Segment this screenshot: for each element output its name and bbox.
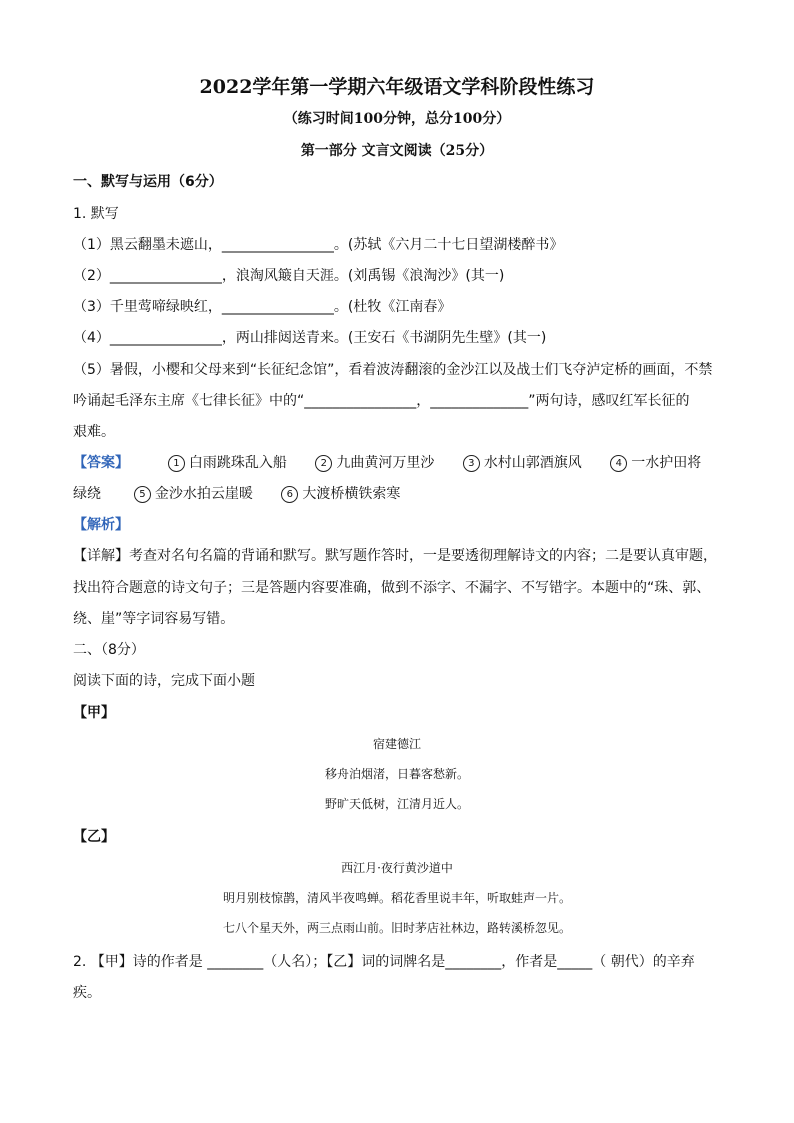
answer-row-2 bbox=[73, 484, 733, 504]
page-title: 2022学年第一学期六年级语文学科阶段性练习 bbox=[199, 76, 595, 98]
page-subtitle: （练习时间100分钟，总分100分） bbox=[283, 111, 511, 127]
poem2-line-1: 明月别枝惊鹊，清风半夜鸣蝉。稻花香里说丰年，听取蛙声一片。 bbox=[222, 891, 571, 905]
poem1-title: 宿建德江 bbox=[372, 737, 421, 751]
answer-number: 4 bbox=[610, 455, 627, 472]
answer-item bbox=[315, 453, 434, 473]
section2-instruction: 阅读下面的诗，完成下面小题 bbox=[73, 673, 255, 689]
question1-line-6: 吟诵起毛泽东主席《七律长征》中的“________________，______________”两句诗，感叹红军长征的 bbox=[73, 393, 690, 409]
detail-line-1: 【详解】考查对名句名篇的背诵和默写。默写题作答时，一是要透彻理解诗文的内容；二是要认真审题， bbox=[73, 548, 717, 564]
question1-line-4: （4）________________，两山排闼送青来。(王安石《书湖阴先生壁》(其一) bbox=[73, 330, 547, 346]
answer-number: 1 bbox=[168, 455, 185, 472]
answer-item bbox=[463, 453, 582, 473]
answer-number: 2 bbox=[315, 455, 332, 472]
answer-number: 5 bbox=[134, 486, 151, 503]
detail-line-2: 找出符合题意的诗文句子；三是答题内容要准确，做到不添字、不漏字、不写错字。本题中的“珠、郭、 bbox=[73, 580, 711, 596]
answer-label: 【答案】 bbox=[73, 455, 129, 471]
answer-item bbox=[168, 453, 287, 473]
poem-yi-label: 【乙】 bbox=[73, 829, 115, 845]
question1-line-5: （5）暑假，小樱和父母来到“长征纪念馆”，看着波涛翻滚的金沙江以及战士们飞夺泸定桥的画面，不禁 bbox=[73, 362, 713, 378]
answer-text: 白雨跳珠乱入船 bbox=[188, 455, 287, 471]
answer-text: 九曲黄河万里沙 bbox=[336, 455, 435, 471]
analysis-label: 【解析】 bbox=[73, 517, 129, 533]
part-heading: 第一部分 文言文阅读（25分） bbox=[300, 143, 494, 159]
section1-heading: 一、默写与运用（6分） bbox=[73, 174, 223, 190]
question1-line-1: （1）黑云翻墨未遮山，________________。(苏轼《六月二十七日望湖楼醉书》 bbox=[73, 237, 564, 253]
answer-text: 水村山郭酒旗风 bbox=[483, 455, 582, 471]
question1-line-2: （2）________________，浪淘风簸自天涯。(刘禹锡《浪淘沙》(其一) bbox=[73, 268, 505, 284]
question1-line-3: （3）千里莺啼绿映红，________________。(杜牧《江南春》 bbox=[73, 299, 452, 315]
answer-text: 金沙水拍云崖暖 bbox=[154, 486, 253, 502]
poem-jia-label: 【甲】 bbox=[73, 705, 115, 721]
answer-item bbox=[134, 484, 253, 504]
poem2-line-2: 七八个星天外，两三点雨山前。旧时茅店社林边，路转溪桥忽见。 bbox=[222, 921, 571, 935]
answer-continuation: 绿绕 bbox=[73, 486, 101, 502]
answer-item bbox=[610, 453, 701, 473]
poem2-title: 西江月·夜行黄沙道中 bbox=[341, 861, 453, 875]
question2-line-2: 疾。 bbox=[73, 985, 101, 1001]
answer-text: 一水护田将 bbox=[631, 455, 702, 471]
question2-line-1: 2. 【甲】诗的作者是 ________（人名）；【乙】词的词牌名是________，作者是_____（ 朝代）的辛弃 bbox=[73, 954, 695, 970]
answer-number: 3 bbox=[463, 455, 480, 472]
poem1-line-1: 移舟泊烟渚，日暮客愁新。 bbox=[324, 767, 469, 781]
answer-text: 大渡桥横铁索寒 bbox=[302, 486, 401, 502]
section2-heading: 二、（8分） bbox=[73, 642, 145, 658]
detail-line-3: 绕、崖”等字词容易写错。 bbox=[73, 611, 235, 627]
answer-item bbox=[281, 484, 400, 504]
answer-number: 6 bbox=[281, 486, 298, 503]
poem1-line-2: 野旷天低树，江清月近人。 bbox=[324, 797, 469, 811]
question1-label: 1. 默写 bbox=[73, 206, 119, 222]
question1-line-7: 艰难。 bbox=[73, 424, 115, 440]
answer-row-1 bbox=[73, 453, 733, 473]
